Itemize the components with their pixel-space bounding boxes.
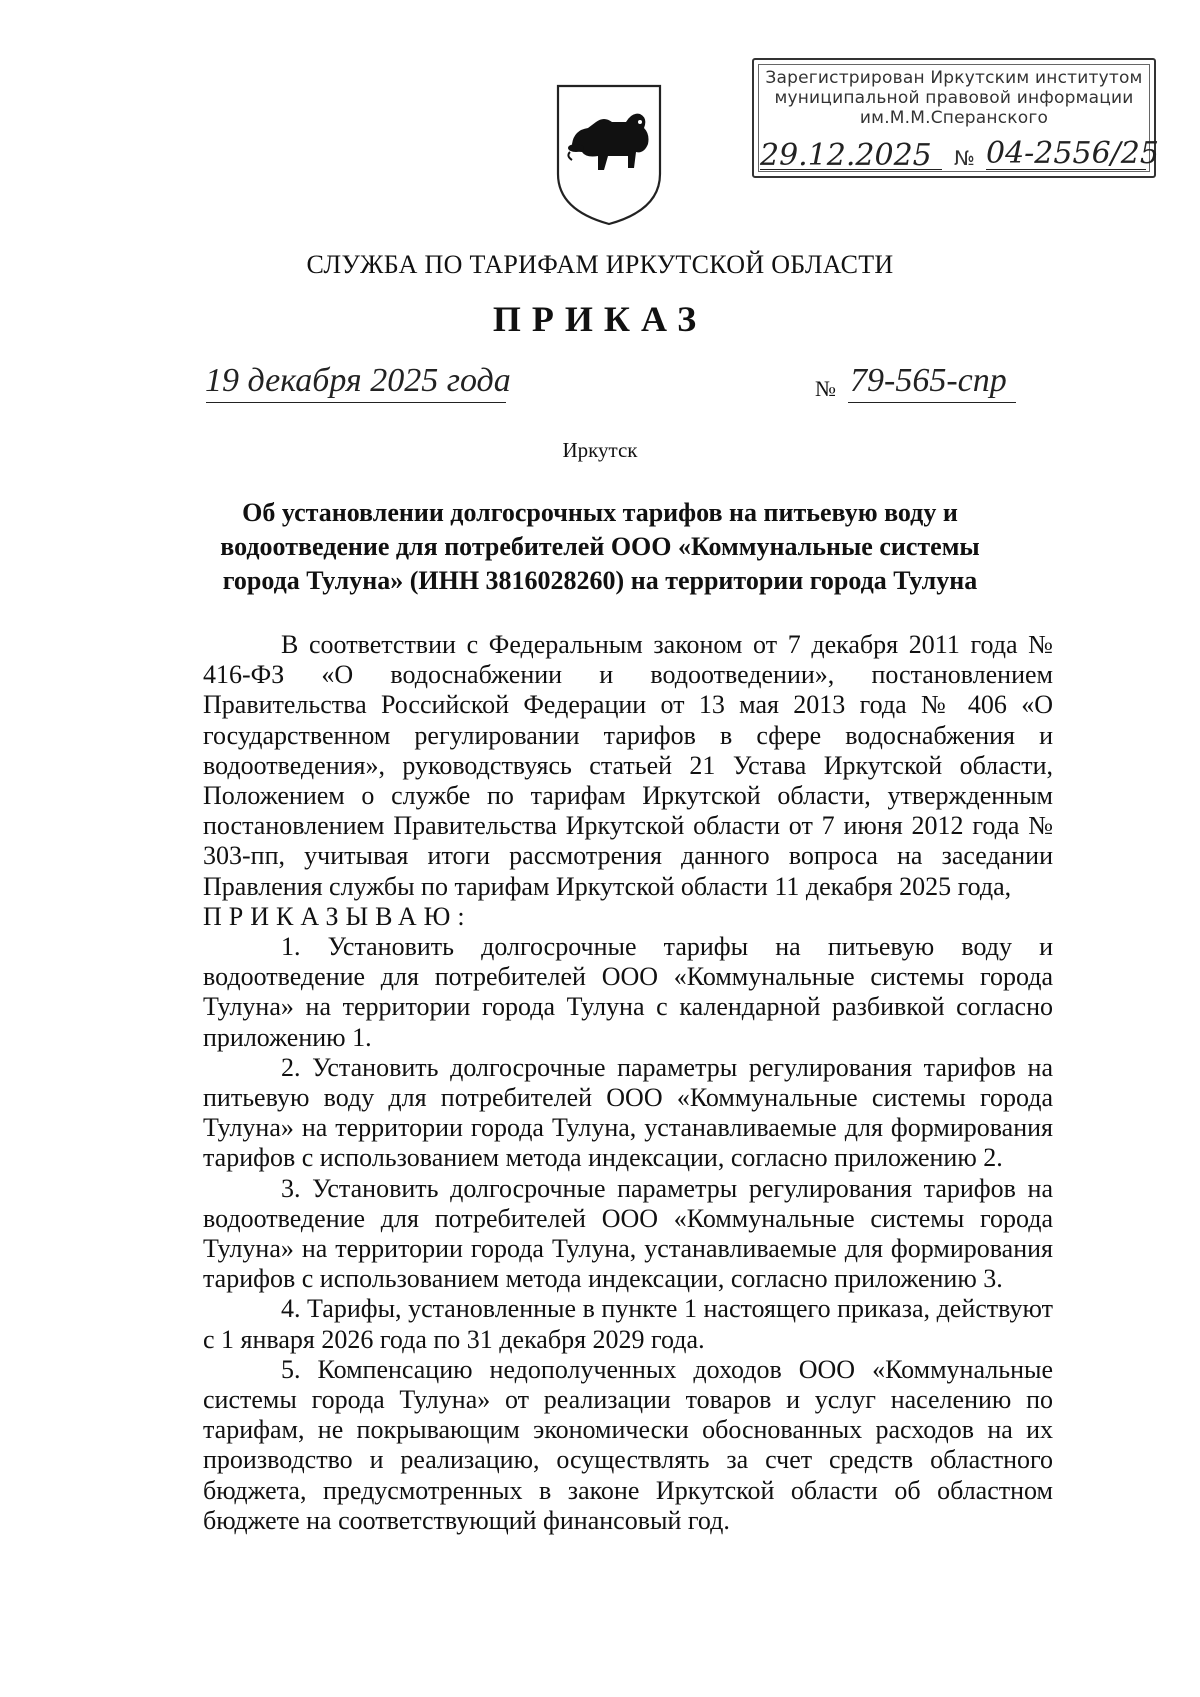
order-date-underline: [206, 402, 506, 403]
registration-stamp: [752, 58, 1159, 178]
document-type-title: ПРИКАЗ: [492, 299, 708, 339]
stamp-line-2: муниципальной правовой информации: [774, 88, 1134, 108]
order-item-4: 4. Тарифы, установленные в пункте 1 настоящего приказа, действуют с 1 января 2026 года по 31 декабря 2029 года.: [203, 1294, 1053, 1354]
stamp-number-underline: [986, 169, 1146, 170]
stamp-registration-number: 04-2556/25: [986, 136, 1159, 171]
agency-name: СЛУЖБА ПО ТАРИФАМ ИРКУТСКОЙ ОБЛАСТИ: [306, 250, 894, 279]
stamp-line-3: им.М.М.Сперанского: [859, 108, 1049, 128]
order-date: 19 декабря 2025 года: [205, 362, 511, 399]
order-number-label: №: [815, 376, 836, 401]
order-item-2: 2. Установить долгосрочные параметры регулирования тарифов на питьевую воду для потребителей ООО «Коммунальные системы города Тулуна» на территории города Тулуна, устанавливаемые для формирования тарифов с использованием метода индексации, согласно приложению 2.: [203, 1052, 1053, 1173]
stamp-date-underline: [760, 169, 942, 170]
order-number-underline: [848, 402, 1016, 403]
document-body: [203, 630, 1053, 1536]
preamble-paragraph: В соответствии с Федеральным законом от 7 декабря 2011 года № 416-ФЗ «О водоснабжении и водоотведении», постановлением Правительства Российской Федерации от 13 мая 2013 года № 406 «О государственном регулировании тарифов в сфере водоснабжения и водоотведения», руководствуясь статьей 21 Устава Иркутской области, Положением о службе по тарифам Иркутской области, утвержденным постановлением Правительства Иркутской области от 7 июня 2012 года № 303-пп, учитывая итоги рассмотрения данного вопроса на заседании Правления службы по тарифам Иркутской области 11 декабря 2025 года,: [203, 630, 1053, 901]
order-item-3: 3. Установить долгосрочные параметры регулирования тарифов на водоотведение для потребителей ООО «Коммунальные системы города Тулуна» на территории города Тулуна, устанавливаемые для формирования тарифов с использованием метода индексации, согласно приложению 3.: [203, 1173, 1053, 1294]
stamp-number-label: №: [954, 146, 975, 170]
directive-word: ПРИКАЗЫВАЮ:: [203, 901, 472, 931]
order-item-5: 5. Компенсацию недополученных доходов ООО «Коммунальные системы города Тулуна» от реализации товаров и услуг населению по тарифам, не покрывающим экономически обоснованных расходов на их производство и реализацию, осуществлять за счет средств областного бюджета, предусмотренных в законе Иркутской области об областном бюджете на соответствующий финансовый год.: [203, 1354, 1053, 1535]
order-number: 79-565-спр: [850, 362, 1007, 399]
city-name: Иркутск: [562, 438, 638, 462]
document-heading: Об установлении долгосрочных тарифов на питьевую воду и водоотведение для потребителей ООО «Коммунальные системы города Тулуна» (ИНН 3816028260) на территории города Тулуна: [220, 498, 980, 595]
stamp-registration-date: 29.12.2025: [760, 138, 932, 173]
coat-of-arms-emblem: [552, 82, 666, 228]
stamp-line-1: Зарегистрирован Иркутским институтом: [765, 68, 1143, 88]
order-item-1: 1. Установить долгосрочные тарифы на питьевую воду и водоотведение для потребителей ООО «Коммунальные системы города Тулуна» на территории города Тулуна с календарной разбивкой согласно приложению 1.: [203, 932, 1053, 1052]
